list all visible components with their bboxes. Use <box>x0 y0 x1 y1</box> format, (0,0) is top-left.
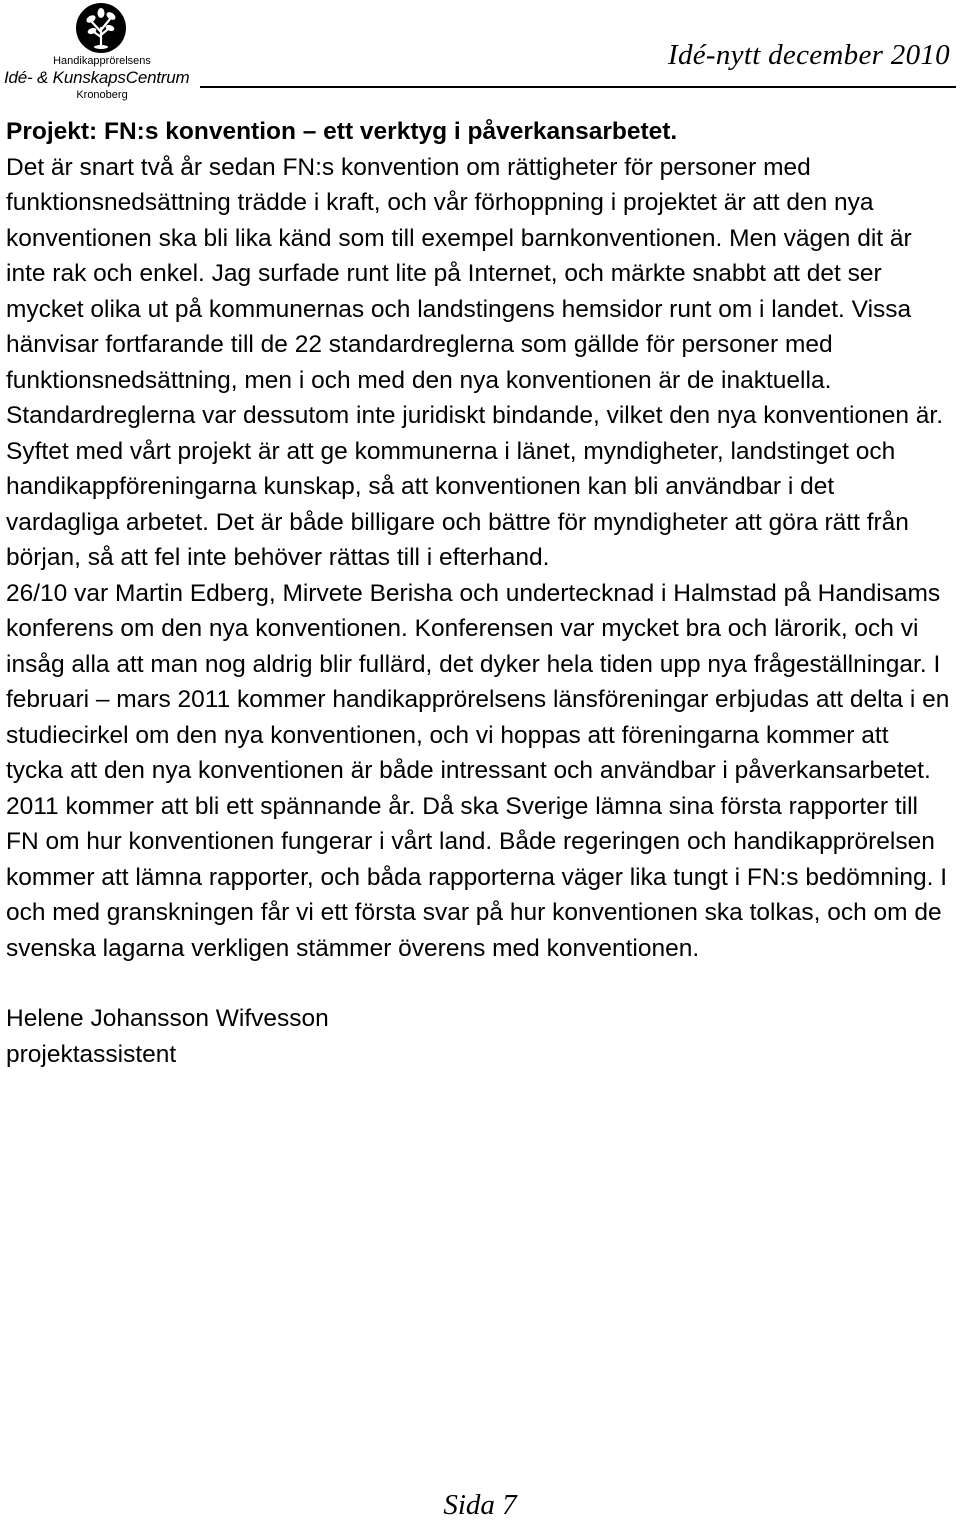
issue-title: Idé-nytt december 2010 <box>668 39 950 71</box>
article-paragraph-1: Det är snart två år sedan FN:s konvention om rättigheter för personer med funktionsnedsättning trädde i kraft, och vår förhoppning i projektet är att den nya konventionen ska bli lika känd som till exempel barnkonventionen. Men vägen dit är inte rak och enkel. Jag surfade runt lite på Internet, och märkte snabbt att det ser mycket olika ut på kommunernas och landstingens hemsidor runt om i landet. Vissa hänvisar fortfarande till de 22 standardreglerna som gällde för personer med funktionsnedsättning, men i och med den nya konventionen är de inaktuella. Standardreglerna var dessutom inte juridiskt bindande, vilket den nya konventionen är. Syftet med vårt projekt är att ge kommunerna i länet, myndigheter, landstinget och handikappföreningarna kunskap, så att konventionen kan bli användbar i det vardagliga arbetet. Det är både billigare och bättre för myndigheter att göra rätt från början, så att fel inte behöver rättas till i efterhand. <box>6 153 944 571</box>
author-name: Helene Johansson Wifvesson <box>6 1005 329 1032</box>
article <box>6 114 951 1072</box>
article-paragraph-2: 26/10 var Martin Edberg, Mirvete Berisha och undertecknad i Halmstad på Handisams konferens om den nya konventionen. Konferensen var mycket bra och lärorik, och vi insåg alla att man nog aldrig blir fullärd, det dyker hela tiden upp nya frågeställningar. I februari – mars 2011 kommer handikapprörelsens länsföreningar erbjudas att delta i en studiecirkel om den nya konventionen, och vi hoppas att föreningarna kommer att tycka att den nya konventionen är både intressant och användbar i påverkansarbetet. <box>6 579 950 784</box>
author-role: projektassistent <box>6 1040 177 1068</box>
page-number: Sida 7 <box>443 1489 517 1521</box>
logo-line-3: Kronoberg <box>76 89 128 101</box>
header-rule <box>200 86 956 88</box>
organization-logo <box>2 2 202 104</box>
article-title: Projekt: FN:s konvention – ett verktyg i påverkansarbetet. <box>6 118 678 145</box>
tree-icon <box>70 2 132 54</box>
article-paragraph-3: 2011 kommer att bli ett spännande år. Då ska Sverige lämna sina första rapporter till FN om hur konventionen fungerar i vårt land. Både regeringen och handikapprörelsen kommer att lämna rapporter, och båda rapporterna väger lika tungt i FN:s bedömning. I och med granskningen får vi ett första svar på hur konventionen ska tolkas, och om de svenska lagarna verkligen stämmer överens med konventionen. <box>6 792 948 962</box>
logo-line-2: Idé- & KunskapsCentrum <box>4 68 190 87</box>
logo-line-1: Handikapprörelsens <box>53 55 151 67</box>
